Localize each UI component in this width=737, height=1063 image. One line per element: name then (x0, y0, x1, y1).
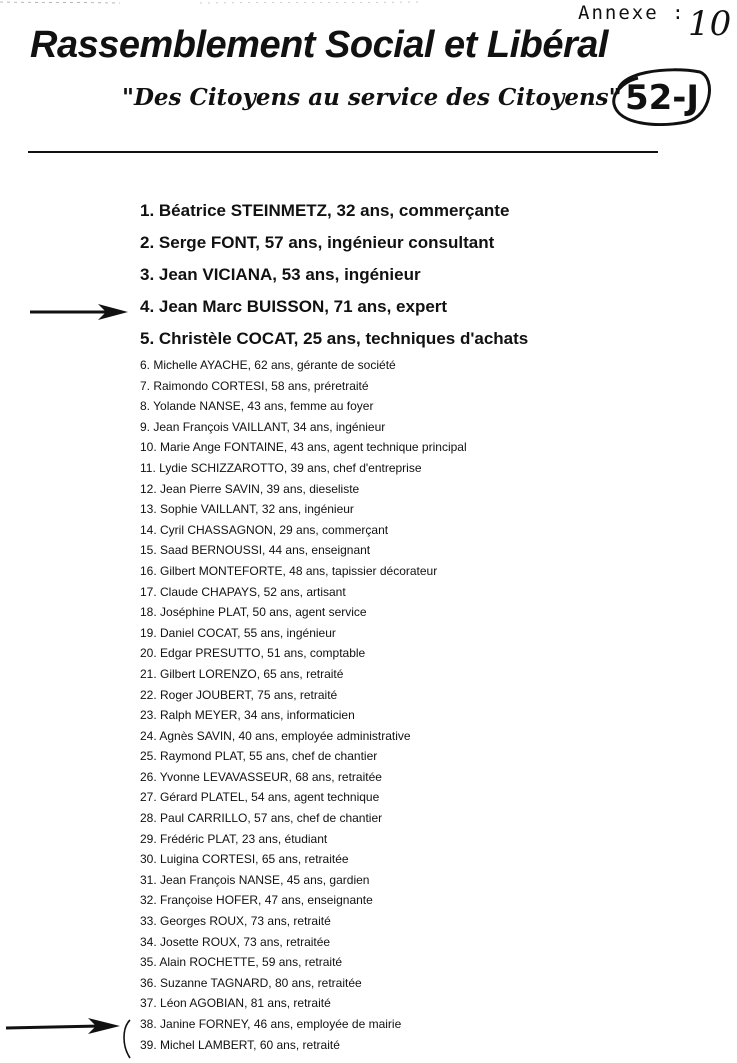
handwritten-arrow-icon (28, 300, 134, 324)
list-item: 24. Agnès SAVIN, 40 ans, employée administrative (140, 728, 411, 743)
list-item: 38. Janine FORNEY, 46 ans, employée de mairie (140, 1017, 402, 1031)
handwritten-arrow-icon (4, 1014, 134, 1062)
list-item: 27. Gérard PLATEL, 54 ans, agent technique (140, 790, 380, 805)
list-item: 22. Roger JOUBERT, 75 ans, retraité (140, 687, 338, 702)
list-item: 35. Alain ROCHETTE, 59 ans, retraité (140, 955, 343, 970)
list-item: 13. Sophie VAILLANT, 32 ans, ingénieur (140, 502, 354, 517)
list-item: 21. Gilbert LORENZO, 65 ans, retraité (140, 666, 344, 681)
list-item: 11. Lydie SCHIZZAROTTO, 39 ans, chef d'entreprise (140, 460, 422, 475)
list-item: 37. Léon AGOBIAN, 81 ans, retraité (140, 996, 331, 1011)
list-item: 31. Jean François NANSE, 45 ans, gardien (140, 872, 370, 887)
list-item: 1. Béatrice STEINMETZ, 32 ans, commerçante (140, 201, 510, 220)
annexe-number: 10 (688, 4, 732, 44)
list-item: 25. Raymond PLAT, 55 ans, chef de chantier (140, 749, 378, 764)
list-item: 28. Paul CARRILLO, 57 ans, chef de chantier (140, 811, 383, 826)
list-item: 2. Serge FONT, 57 ans, ingénieur consultant (140, 233, 495, 252)
list-item: 19. Daniel COCAT, 55 ans, ingénieur (140, 625, 336, 640)
slogan: "Des Citoyens au service des Citoyens" (122, 84, 621, 111)
list-item: 36. Suzanne TAGNARD, 80 ans, retraitée (140, 975, 362, 990)
list-item: 17. Claude CHAPAYS, 52 ans, artisant (140, 584, 346, 599)
list-item: 6. Michelle AYACHE, 62 ans, gérante de société (140, 358, 396, 372)
organization-title: Rassemblement Social et Libéral (30, 24, 608, 66)
list-item: 26. Yvonne LEVAVASSEUR, 68 ans, retraitée (140, 769, 382, 784)
list-item: 18. Joséphine PLAT, 50 ans, agent service (140, 605, 367, 620)
list-code: 52-J (624, 78, 700, 118)
list-item: 32. Françoise HOFER, 47 ans, enseignante (140, 893, 373, 908)
list-item: 39. Michel LAMBERT, 60 ans, retraité (140, 1037, 340, 1052)
list-item: 8. Yolande NANSE, 43 ans, femme au foyer (140, 399, 374, 414)
list-item: 7. Raimondo CORTESI, 58 ans, préretraité (140, 378, 369, 393)
list-item: 20. Edgar PRESUTTO, 51 ans, comptable (140, 646, 366, 661)
candidates-list (140, 357, 467, 1057)
list-item: 33. Georges ROUX, 73 ans, retraité (140, 914, 331, 929)
lead-candidates-list (140, 199, 528, 359)
header-divider (28, 151, 658, 153)
list-item: 23. Ralph MEYER, 34 ans, informaticien (140, 708, 355, 723)
list-item: 15. Saad BERNOUSSI, 44 ans, enseignant (140, 543, 371, 558)
list-item: 10. Marie Ange FONTAINE, 43 ans, agent technique principal (140, 440, 467, 455)
list-item: 9. Jean François VAILLANT, 34 ans, ingénieur (140, 419, 386, 434)
list-item: 16. Gilbert MONTEFORTE, 48 ans, tapissier décorateur (140, 563, 438, 578)
list-item: 5. Christèle COCAT, 25 ans, techniques d'achats (140, 329, 529, 348)
annexe-label: Annexe : (578, 2, 686, 24)
list-item: 3. Jean VICIANA, 53 ans, ingénieur (140, 265, 421, 284)
list-item: 30. Luigina CORTESI, 65 ans, retraitée (140, 852, 349, 867)
list-item: 12. Jean Pierre SAVIN, 39 ans, dieseliste (140, 481, 360, 496)
list-item: 34. Josette ROUX, 73 ans, retraitée (140, 934, 331, 949)
list-item: 29. Frédéric PLAT, 23 ans, étudiant (140, 831, 328, 846)
list-item: 14. Cyril CHASSAGNON, 29 ans, commerçant (140, 522, 389, 537)
list-item: 4. Jean Marc BUISSON, 71 ans, expert (140, 297, 448, 316)
